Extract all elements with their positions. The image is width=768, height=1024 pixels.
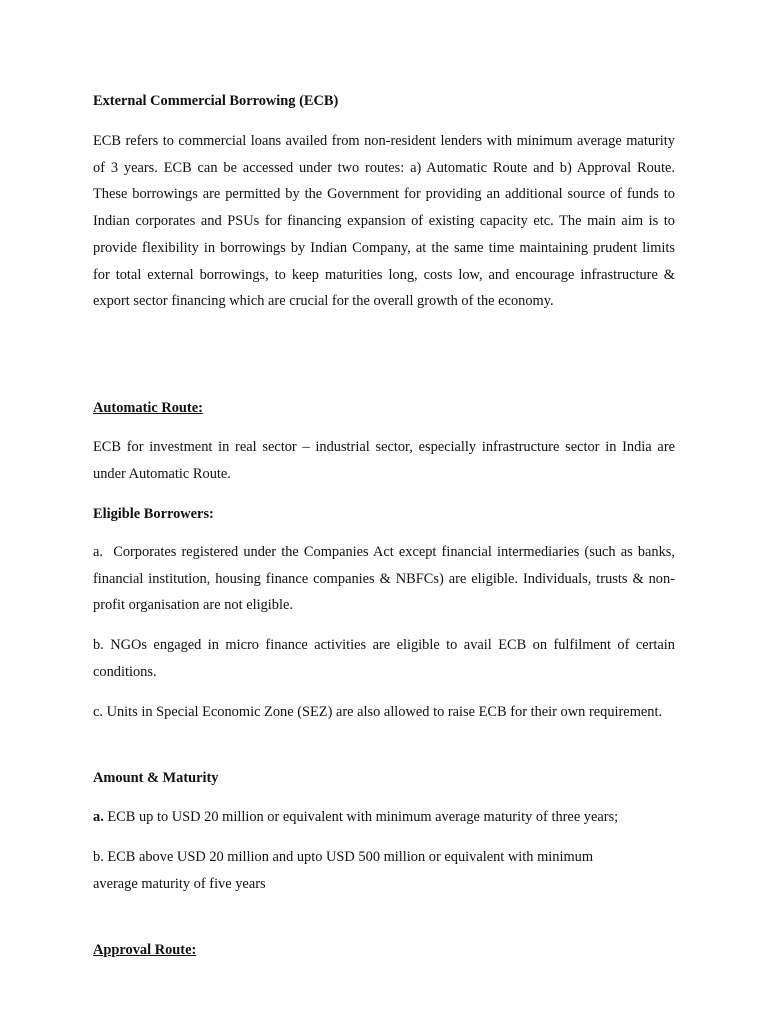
amount-maturity-heading: Amount & Maturity bbox=[93, 770, 219, 786]
approval-route-heading: Approval Route: bbox=[93, 942, 197, 958]
eligible-borrowers-heading: Eligible Borrowers: bbox=[93, 506, 214, 522]
eligible-item-b: b. NGOs engaged in micro finance activities are eligible to avail ECB on fulfilment of certain conditions. bbox=[93, 637, 675, 680]
amount-item-a-marker: a. bbox=[93, 809, 104, 825]
intro-paragraph: ECB refers to commercial loans availed from non-resident lenders with minimum average maturity of 3 years. ECB can be accessed under two routes: a) Automatic Route and b) Approval Route. These borrowings are permitted by the Government for providing an additional source of funds to Indian corporates and PSUs for financing expansion of existing capacity etc. The main aim is to provide flexibility in borrowings by Indian Company, at the same time maintaining prudent limits for total external borrowings, to keep maturities long, costs low, and encourage infrastructure & export sector financing which are crucial for the overall growth of the economy. bbox=[93, 133, 675, 310]
automatic-route-paragraph: ECB for investment in real sector – industrial sector, especially infrastructure sector in India are under Automatic Route. bbox=[93, 439, 675, 482]
amount-item-b-line-2: average maturity of five years bbox=[93, 876, 266, 892]
document-title: External Commercial Borrowing (ECB) bbox=[93, 93, 339, 109]
amount-item-a-text: ECB up to USD 20 million or equivalent with minimum average maturity of three years; bbox=[103, 809, 619, 825]
eligible-item-c: c. Units in Special Economic Zone (SEZ) are also allowed to raise ECB for their own requirement. bbox=[93, 704, 663, 720]
automatic-route-heading: Automatic Route: bbox=[93, 400, 203, 416]
eligible-item-a: a. Corporates registered under the Companies Act except financial intermediaries (such as banks, financial institution, housing finance companies & NBFCs) are eligible. Individuals, trusts & non-profit organisation are not eligible. bbox=[93, 544, 679, 614]
amount-item-b-line-1: b. ECB above USD 20 million and upto USD 500 million or equivalent with minimum bbox=[93, 849, 594, 865]
amount-item-a bbox=[93, 804, 675, 831]
